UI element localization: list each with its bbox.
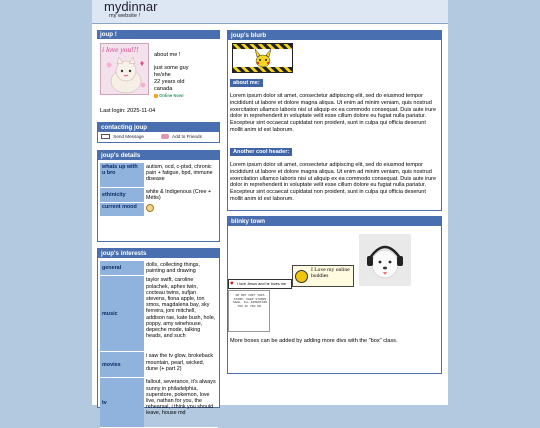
- stamp-online-buddies: [292, 265, 354, 287]
- send-message-button[interactable]: [101, 134, 144, 139]
- table-row: [100, 352, 218, 378]
- profile-line-4: canada: [154, 86, 173, 92]
- pikachu-icon: [252, 49, 274, 69]
- buddies-icon: [295, 270, 308, 283]
- mood-icon: [146, 204, 154, 212]
- detail-value: [144, 202, 218, 216]
- detail-label: ethinicity: [100, 187, 144, 202]
- profile-title: joup !: [97, 30, 220, 39]
- interest-label: music: [100, 276, 144, 352]
- blurb-box: [227, 30, 442, 211]
- interests-table: [100, 261, 218, 428]
- online-badge: [154, 93, 184, 98]
- site-header: [92, 0, 448, 24]
- table-row: [100, 187, 218, 202]
- table-row: [100, 276, 218, 352]
- about-heading-text: about me:: [230, 79, 263, 87]
- stamp-note-text: DO NOT COPY THIS STAMP. KEEP STAMPS SAFE. ILL ENTERTAIN YOU IF YOU DO.: [232, 294, 268, 308]
- add-friends-label: Add to Friends: [172, 134, 202, 139]
- cool-heading-text: Another cool header:: [230, 148, 292, 156]
- blinky-box: [227, 216, 442, 374]
- interests-box: [97, 248, 220, 417]
- details-box: [97, 150, 220, 242]
- stamp-buddies-text: I Love my online buddies: [311, 267, 350, 279]
- details-table: [100, 163, 218, 217]
- stamp-jesus-text: I love Jesus and he loves me: [237, 282, 286, 286]
- interest-value: dolls, collecting things, painting and drawing: [146, 262, 200, 275]
- last-login: Last login: 2025-11-04: [100, 108, 156, 114]
- stamp-jesus: [228, 279, 292, 289]
- interest-label: tv: [100, 378, 144, 428]
- interests-title: joup's interests: [98, 249, 219, 258]
- contacting-title: contacting joup: [98, 123, 219, 132]
- detail-label: current mood: [100, 202, 144, 216]
- online-badge-text: Online Now!: [159, 93, 184, 98]
- add-friends-button[interactable]: [161, 134, 202, 139]
- interest-label: movies: [100, 352, 144, 378]
- table-row: [100, 163, 218, 187]
- about-text: Lorem ipsum dolor sit amet, consectetur adipiscing elit, sed do eiusmod tempor incididunt ut labore et dolore magna aliqua. Ut enim ad minim veniam, quis nostrud exercitation ullamco laboris nisi ut aliquip ex ea commodo consequat. Duis aute irure dolor in reprehenderit in voluptate velit esse cillum dolore eu fugiat nulla pariatur. Excepteur sint occaecat cupidatat non proident, sunt in culpa qui officia deserunt mollit anim id est laborum.: [230, 93, 437, 133]
- dog-headphones-icon: [359, 234, 411, 286]
- add-friend-icon: [161, 134, 169, 139]
- blinky-footer-text: More boxes can be added by adding more divs with the "box" class.: [230, 338, 398, 344]
- cool-heading: [230, 148, 292, 156]
- detail-label: whats up with u bro: [100, 163, 144, 187]
- send-message-label: Send Message: [113, 134, 144, 139]
- detail-value: white & Indigenous (Cree + Métis): [146, 188, 212, 201]
- heart-icon: ♥: [230, 281, 234, 287]
- envelope-icon: [101, 134, 110, 139]
- profile-line-2: he/she: [154, 72, 171, 78]
- site-tagline: my website !: [109, 13, 141, 19]
- profile-avatar[interactable]: [100, 43, 149, 95]
- avatar-cat-icon: [102, 55, 149, 95]
- details-title: joup's details: [98, 151, 219, 160]
- table-row: [100, 261, 218, 276]
- interest-value: taylor swift, caroline polachek, aphex twin, cocteau twins, sufjan stevens, fiona apple, ton smos, magdalena bay, sky ferreira, joni mitchell, addison rae, kate bush, hole, poppy, amy winehouse, depeche mode, talking heads, and such: [146, 277, 216, 340]
- online-icon: [154, 94, 158, 98]
- profile-line-3: 22 years old: [154, 79, 185, 85]
- table-row: [100, 378, 218, 428]
- page-body: [92, 24, 448, 417]
- interest-value: i saw the tv glow, brokeback mountain, pearl, wicked, dune (+ part 2): [146, 353, 214, 372]
- blurb-banner-image: [232, 43, 293, 73]
- cool-text: Lorem ipsum dolor sit amet, consectetur adipiscing elit, sed do eiusmod tempor incididunt ut labore et dolore magna aliqua. Ut enim ad minim veniam, quis nostrud exercitation ullamco laboris nisi ut aliquip ex ea commodo consequat. Duis aute irure dolor in reprehenderit in voluptate velit esse cillum dolore eu fugiat nulla pariatur. Excepteur sint occaecat cupidatat non proident, sunt in culpa qui officia deserunt mollit anim id est laborum.: [230, 162, 437, 202]
- avatar-caption: i love you!!!: [102, 45, 139, 54]
- about-label: about me !: [154, 52, 181, 58]
- site-title: mydinnar: [104, 0, 158, 14]
- contacting-box: [97, 122, 220, 143]
- detail-value: autism, ocd, c-ptsd, chronic pain + fatigue, bpd, immune disease: [146, 164, 213, 183]
- stamp-do-not-copy: [228, 290, 270, 332]
- blinky-title: blinky town: [228, 217, 441, 226]
- headphones-dog-image: [359, 234, 411, 286]
- interest-label: general: [100, 261, 144, 276]
- about-heading: [230, 79, 263, 87]
- blurb-title: joup's blurb: [228, 31, 441, 40]
- profile-box: [97, 30, 220, 116]
- table-row: [100, 202, 218, 216]
- interest-value: fallout, severance, it's always sunny in philadelphia, superstore, pokemon, love live, nathan for you, the rehearsal, i think you should leave, house md: [146, 379, 216, 417]
- profile-line-1: just some guy: [154, 65, 189, 71]
